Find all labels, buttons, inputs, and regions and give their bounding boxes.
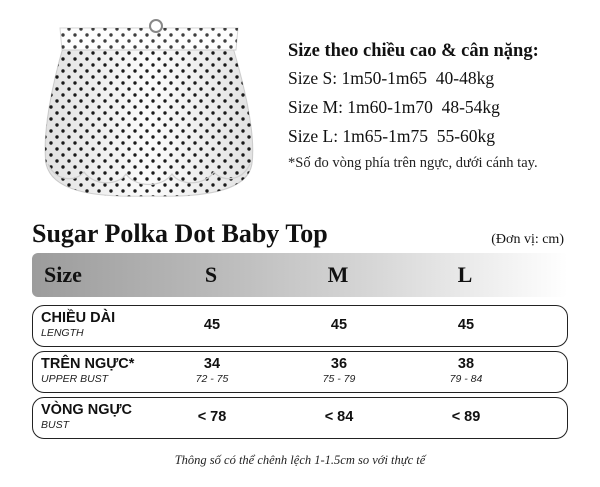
row-label: VÒNG NGỰC xyxy=(41,402,132,418)
upper-bust-m-range: 75 - 79 xyxy=(322,373,356,385)
size-guide-line-m: Size M: 1m60-1m70 48-54kg xyxy=(288,97,500,117)
size-guide xyxy=(288,38,588,173)
size-guide-note: *Số đo vòng phía trên ngực, dưới cánh tay. xyxy=(288,155,538,171)
header-size-m: M xyxy=(327,262,349,287)
product-image xyxy=(30,14,268,200)
unit-note: (Đơn vị: cm) xyxy=(491,232,564,247)
product-title: Sugar Polka Dot Baby Top xyxy=(32,219,328,248)
table-row-bust xyxy=(32,397,568,439)
upper-bust-l-value: 38 xyxy=(457,356,475,372)
table-row-upper-bust xyxy=(32,351,568,393)
upper-bust-s-value: 34 xyxy=(203,356,221,372)
size-guide-line-l: Size L: 1m65-1m75 55-60kg xyxy=(288,126,496,146)
row-sublabel: UPPER BUST xyxy=(41,373,109,385)
bust-m-value: < 84 xyxy=(324,409,354,425)
upper-bust-l-range: 79 - 84 xyxy=(449,373,483,385)
table-row-length xyxy=(32,305,568,347)
size-guide-line-s: Size S: 1m50-1m65 40-48kg xyxy=(288,68,495,88)
row-label: TRÊN NGỰC* xyxy=(41,356,135,372)
upper-bust-m-value: 36 xyxy=(330,356,348,372)
row-sublabel: BUST xyxy=(41,419,70,431)
row-label: CHIỀU DÀI xyxy=(41,310,116,326)
length-s-value: 45 xyxy=(203,317,221,333)
header-size-l: L xyxy=(457,262,473,287)
length-l-value: 45 xyxy=(457,317,475,333)
table-header xyxy=(32,253,568,297)
length-m-value: 45 xyxy=(330,317,348,333)
row-sublabel: LENGTH xyxy=(41,327,84,339)
upper-bust-s-range: 72 - 75 xyxy=(195,373,229,385)
bust-s-value: < 78 xyxy=(197,409,227,425)
footer-note: Thông số có thể chênh lệch 1-1.5cm so với thực tế xyxy=(174,453,426,467)
size-guide-title: Size theo chiều cao & cân nặng: xyxy=(288,41,539,61)
header-size-s: S xyxy=(204,262,218,287)
bust-l-value: < 89 xyxy=(451,409,481,425)
header-size-label: Size xyxy=(44,262,82,287)
